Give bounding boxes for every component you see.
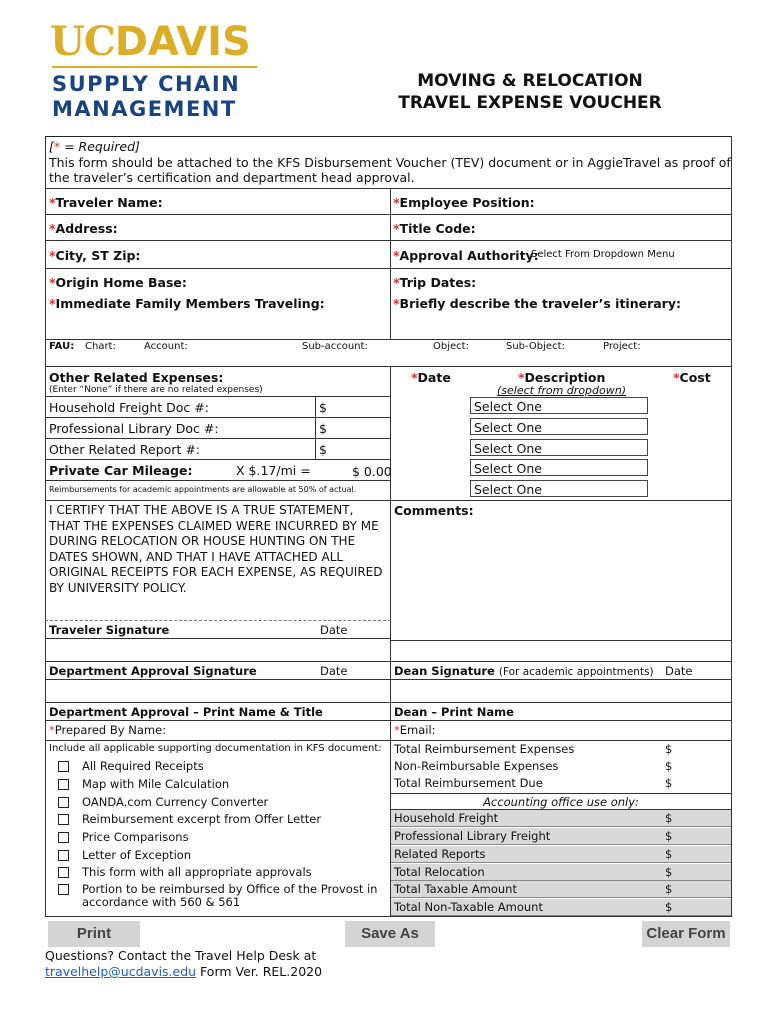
dean-signature-date[interactable]: Date (665, 664, 693, 678)
footer-contact (45, 964, 322, 979)
approval-authority-dropdown[interactable]: Select From Dropdown Menu (531, 249, 675, 260)
dean-print-name-label[interactable]: Dean – Print Name (394, 705, 514, 719)
dept-approval-signature-label[interactable]: Department Approval Signature (49, 664, 257, 678)
certify-line: DURING RELOCATION OR HOUSE HUNTING ON THE (49, 534, 356, 548)
description-select-2[interactable]: Select One (470, 418, 648, 435)
fau-subobject[interactable]: Sub-Object: (506, 341, 565, 352)
doc-item-label: This form with all appropriate approvals (82, 865, 312, 879)
description-header: *Description (518, 370, 606, 385)
form-title-line1: MOVING & RELOCATION (417, 71, 643, 91)
help-desk-email-link[interactable]: travelhelp@ucdavis.edu (45, 964, 197, 979)
dean-signature-label[interactable]: Dean Signature (For academic appointments) (394, 664, 654, 678)
acct-row-amount[interactable]: $ (665, 865, 673, 879)
total-row-label: Total Reimbursement Expenses (394, 742, 575, 756)
description-select-4[interactable]: Select One (470, 459, 648, 476)
description-select-3[interactable]: Select One (470, 439, 648, 456)
certify-line: THAT THE EXPENSES CLAIMED WERE INCURRED BY ME (49, 518, 379, 533)
family-members-label[interactable]: *Immediate Family Members Traveling: (49, 296, 325, 311)
fau-project[interactable]: Project: (603, 341, 641, 352)
docs-item-cont: accordance with 560 & 561 (82, 895, 241, 909)
fau-account[interactable]: Account: (144, 341, 188, 352)
employee-position-label[interactable]: *Employee Position: (393, 195, 535, 210)
intro-line2: the traveler’s certification and department head approval. (49, 170, 415, 185)
private-car-mileage-label[interactable]: Private Car Mileage: (49, 463, 193, 478)
acct-row-label: Household Freight (394, 811, 499, 825)
fau-subaccount[interactable]: Sub-account: (302, 341, 368, 352)
acct-row-label: Total Taxable Amount (394, 882, 517, 896)
city-label[interactable]: *City, ST Zip: (49, 248, 141, 263)
acct-row-amount[interactable]: $ (665, 882, 673, 896)
dept-approval-date[interactable]: Date (320, 664, 348, 678)
traveler-signature-date[interactable]: Date (320, 623, 348, 637)
traveler-name-label[interactable]: *Traveler Name: (49, 195, 163, 210)
acct-row-amount[interactable]: $ (665, 829, 673, 843)
date-header: *Date (411, 370, 451, 385)
fau-object[interactable]: Object: (433, 341, 469, 352)
intro-line1: This form should be attached to the KFS Disbursement Voucher (TEV) document or in AggieTravel as proof of (49, 155, 731, 170)
total-row-label: Non-Reimbursable Expenses (394, 759, 559, 773)
other-expenses-title: Other Related Expenses: (49, 370, 224, 385)
reimbursement-note: Reimbursements for academic appointments are allowable at 50% of actual. (49, 485, 357, 494)
checkbox-icon[interactable] (58, 884, 69, 895)
clear-form-button[interactable]: Clear Form (642, 921, 730, 947)
cost-header: *Cost (673, 370, 711, 385)
doc-item-label: Map with Mile Calculation (82, 777, 230, 791)
total-row-amount[interactable]: $ (665, 759, 673, 773)
description-select-5[interactable]: Select One (470, 480, 648, 497)
checkbox-icon[interactable] (58, 867, 69, 878)
acct-row-amount[interactable]: $ (665, 900, 673, 914)
doc-item-label: OANDA.com Currency Converter (82, 795, 269, 809)
form-version: Form Ver. REL.2020 (196, 964, 323, 979)
approval-authority-label: *Approval Authority: (393, 248, 539, 263)
comments-label[interactable]: Comments: (394, 503, 474, 518)
acct-row-label: Professional Library Freight (394, 829, 551, 843)
logo-supply-chain: SUPPLY CHAIN (52, 72, 241, 96)
household-freight-amount[interactable]: $ (319, 400, 327, 415)
acct-row-amount[interactable]: $ (665, 847, 673, 861)
itinerary-label[interactable]: *Briefly describe the traveler’s itinerary: (393, 296, 681, 311)
title-code-label[interactable]: *Title Code: (393, 221, 476, 236)
checkbox-icon[interactable] (58, 761, 69, 772)
accounting-office-note: Accounting office use only: (483, 795, 639, 809)
logo-davis: DAVIS (114, 19, 251, 65)
doc-item-label: Portion to be reimbursed by Office of the Provost in (82, 882, 378, 896)
checkbox-icon[interactable] (58, 832, 69, 843)
certify-line: DATES SHOWN, AND THAT I HAVE ATTACHED ALL (49, 549, 344, 564)
doc-item-label: Price Comparisons (82, 830, 189, 844)
mileage-total: $ 0.00 (352, 464, 392, 479)
checkbox-icon[interactable] (58, 850, 69, 861)
logo-management: MANAGEMENT (52, 97, 237, 121)
checkbox-icon[interactable] (58, 797, 69, 808)
doc-item-label: Reimbursement excerpt from Offer Letter (82, 812, 322, 826)
fau-chart[interactable]: Chart: (85, 341, 116, 352)
professional-library-amount[interactable]: $ (319, 421, 327, 436)
footer-question: Questions? Contact the Travel Help Desk at (45, 948, 317, 963)
total-row-label: Total Reimbursement Due (394, 776, 543, 790)
acct-row-label: Related Reports (394, 847, 486, 861)
certify-line: BY UNIVERSITY POLICY. (49, 580, 187, 595)
prepared-by-label[interactable]: *Prepared By Name: (49, 723, 167, 737)
mileage-rate: X $.17/mi = (236, 463, 311, 478)
logo-uc: UC (50, 18, 115, 65)
household-freight-doc-label: Household Freight Doc #: (49, 400, 209, 415)
acct-row-label: Total Non-Taxable Amount (394, 900, 543, 914)
trip-dates-label[interactable]: *Trip Dates: (393, 275, 477, 290)
logo-divider (52, 66, 257, 68)
total-row-amount[interactable]: $ (665, 776, 673, 790)
description-note: (select from dropdown) (497, 384, 626, 397)
checkbox-icon[interactable] (58, 814, 69, 825)
address-label[interactable]: *Address: (49, 221, 118, 236)
save-as-button[interactable]: Save As (345, 921, 435, 947)
professional-library-doc-label: Professional Library Doc #: (49, 421, 219, 436)
certify-line: ORIGINAL RECEIPTS FOR EACH EXPENSE, AS REQUIRED (49, 565, 383, 579)
docs-heading: Include all applicable supporting documentation in KFS document: (49, 743, 382, 754)
checkbox-icon[interactable] (58, 779, 69, 790)
email-label[interactable]: *Email: (394, 723, 436, 737)
doc-item-label: All Required Receipts (82, 759, 204, 773)
other-expenses-note: (Enter “None” if there are no related expenses) (49, 385, 263, 395)
form-title-line2: TRAVEL EXPENSE VOUCHER (398, 93, 662, 113)
fau-label: FAU: (49, 341, 75, 352)
print-button[interactable]: Print (48, 921, 140, 947)
origin-home-base-label[interactable]: *Origin Home Base: (49, 275, 187, 290)
certify-line: I CERTIFY THAT THE ABOVE IS A TRUE STATEMENT, (49, 503, 354, 517)
traveler-signature-label[interactable]: Traveler Signature (49, 623, 170, 637)
dept-print-name-label[interactable]: Department Approval – Print Name & Title (49, 705, 323, 719)
other-report-amount[interactable]: $ (319, 442, 327, 457)
ucdavis-logo (50, 18, 251, 65)
doc-item-label: Letter of Exception (82, 848, 192, 862)
total-row-amount[interactable]: $ (665, 742, 673, 756)
other-report-label: Other Related Report #: (49, 442, 201, 457)
acct-row-label: Total Relocation (394, 865, 485, 879)
required-note: [* = Required] (49, 139, 140, 154)
acct-row-amount[interactable]: $ (665, 811, 673, 825)
description-select-1[interactable]: Select One (470, 397, 648, 414)
